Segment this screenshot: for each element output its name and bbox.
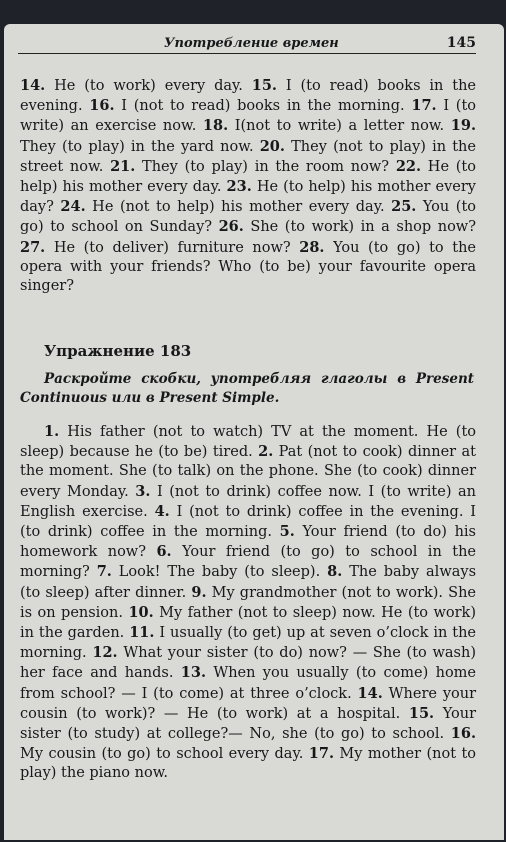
sentence-text: Your friend (to do) his homework now?: [20, 524, 477, 561]
sentence-text: I (not to drink) coffee now. I (to write) an English exercise.: [20, 483, 476, 520]
page-number: 145: [446, 35, 476, 51]
instruction-part: Раскройте скобки, употребляя глаголы в: [44, 371, 416, 387]
sentence-text: Pat (not to cook) dinner at the moment. She (to talk) on the phone. She (to cook) dinner every Monday.: [20, 444, 476, 500]
sentence: [20, 240, 299, 256]
sentence-number: 17.: [411, 97, 437, 115]
sentence-text: What your sister (to do) now? — She (to wash) her face and hands.: [20, 645, 476, 682]
sentence-text: The baby always (to sleep) after dinner.: [20, 564, 477, 601]
sentence-number: 2.: [258, 443, 274, 461]
sentence-number: 16.: [89, 97, 115, 115]
exercise-instructions: [20, 370, 474, 408]
sentence-number: 25.: [391, 198, 417, 216]
sentence-text: You (to go) to the opera with your friends? Who (to be) your favourite opera singer?: [20, 239, 476, 295]
sentence-text: He (to help) his mother every day.: [20, 158, 476, 196]
sentence-number: 14.: [20, 77, 46, 94]
exercise-heading: Упражнение 183: [44, 342, 192, 360]
sentence-number: 18.: [202, 117, 229, 135]
sentence-number: 15.: [408, 704, 435, 722]
sentence-text: When you usually (to come) home from school? — I (to come) at three o’clock.: [20, 665, 477, 702]
sentence-text: His father (not to watch) TV at the moment. He (to sleep) because he (to be) tired.: [20, 424, 476, 461]
sentence-text: My mother (not to play) the piano now.: [20, 746, 477, 782]
sentence-number: 28.: [299, 238, 325, 256]
sentence-number: 11.: [129, 624, 155, 642]
sentence-text: Where your cousin (to work)? — He (to work) at a hospital.: [20, 685, 477, 722]
sentence-text: I (to write) an exercise now.: [20, 98, 476, 135]
sentence: [60, 199, 391, 215]
sentence-text: He (to help) his mother every day?: [20, 179, 476, 216]
sentence-text: They (not to play) in the street now.: [20, 138, 476, 175]
sentence-number: 23.: [226, 178, 252, 196]
sentence: [203, 118, 451, 134]
sentence-number: 5.: [279, 523, 295, 541]
sentence-number: 22.: [395, 157, 422, 175]
sentence-number: 17.: [308, 745, 334, 763]
sentence-text: I(not to write) a letter now.: [228, 118, 451, 135]
header-rule: [18, 53, 476, 54]
sentence-number: 16.: [450, 725, 476, 743]
sentence-number: 13.: [180, 664, 206, 682]
sentence-text: He (not to help) his mother every day.: [85, 199, 392, 216]
sentence-text: My grandmother (not to work). She is on pension.: [20, 584, 476, 621]
sentence-number: 19.: [450, 117, 476, 135]
sentence: [219, 219, 476, 235]
sentence-number: 4.: [154, 502, 170, 520]
sentence-number: 24.: [60, 198, 86, 216]
instruction-part: или в: [106, 390, 160, 406]
sentence-number: 21.: [110, 157, 136, 175]
sentence-number: 1.: [44, 423, 60, 440]
instruction-part: .: [274, 390, 280, 406]
sentence-number: 27.: [20, 238, 46, 256]
sentence-text: I usually (to get) up at seven o’clock in the morning.: [20, 625, 476, 662]
sentence-text: He (to work) every day.: [45, 78, 252, 94]
sentence-number: 3.: [135, 482, 151, 500]
sentence-text: Look! The baby (to sleep).: [111, 564, 328, 581]
exercise-body: [20, 422, 476, 784]
sentence-text: Your friend (to go) to school in the morning?: [20, 544, 477, 581]
sentence-text: She (to work) in a shop now?: [243, 219, 476, 236]
sentence: [20, 78, 252, 94]
sentence-number: 26.: [218, 218, 244, 236]
sentence-number: 6.: [156, 543, 172, 561]
sentence-number: 7.: [96, 563, 112, 581]
sentence-number: 9.: [191, 583, 207, 601]
exercise-continuation: [20, 76, 476, 296]
instruction-tense: Present Continuous: [20, 371, 474, 406]
sentence-text: He (to deliver) furniture now?: [45, 239, 300, 256]
sentence-number: 12.: [92, 644, 118, 662]
sentence-text: I (to read) books in the evening.: [20, 78, 476, 115]
instruction-tense: Present Simple: [159, 390, 275, 406]
sentence-number: 10.: [128, 603, 154, 621]
sentence-number: 8.: [327, 563, 343, 581]
book-page: [4, 24, 504, 840]
sentence-text: They (to play) in the room now?: [135, 158, 396, 175]
sentence-text: My cousin (to go) to school every day.: [20, 746, 309, 763]
sentence-number: 20.: [259, 137, 285, 155]
sentence: [110, 159, 396, 175]
sentence-text: You (to go) to school on Sunday?: [20, 199, 476, 236]
sentence-text: Your sister (to study) at college?— No, she (to go) to school.: [20, 705, 477, 743]
sentence-text: I (not to read) books in the morning.: [114, 98, 412, 115]
sentence-text: They (to play) in the yard now.: [20, 138, 260, 155]
sentence: [97, 564, 327, 580]
running-head-title: Употребление времен: [164, 36, 339, 51]
sentence-number: 14.: [357, 684, 383, 702]
sentence-text: My father (not to sleep) now. He (to work) in the garden.: [20, 604, 476, 642]
sentence-text: I (not to drink) coffee in the evening. I (to drink) coffee in the morning.: [20, 503, 477, 541]
sentence: [89, 98, 411, 114]
sentence-number: 15.: [251, 77, 277, 94]
